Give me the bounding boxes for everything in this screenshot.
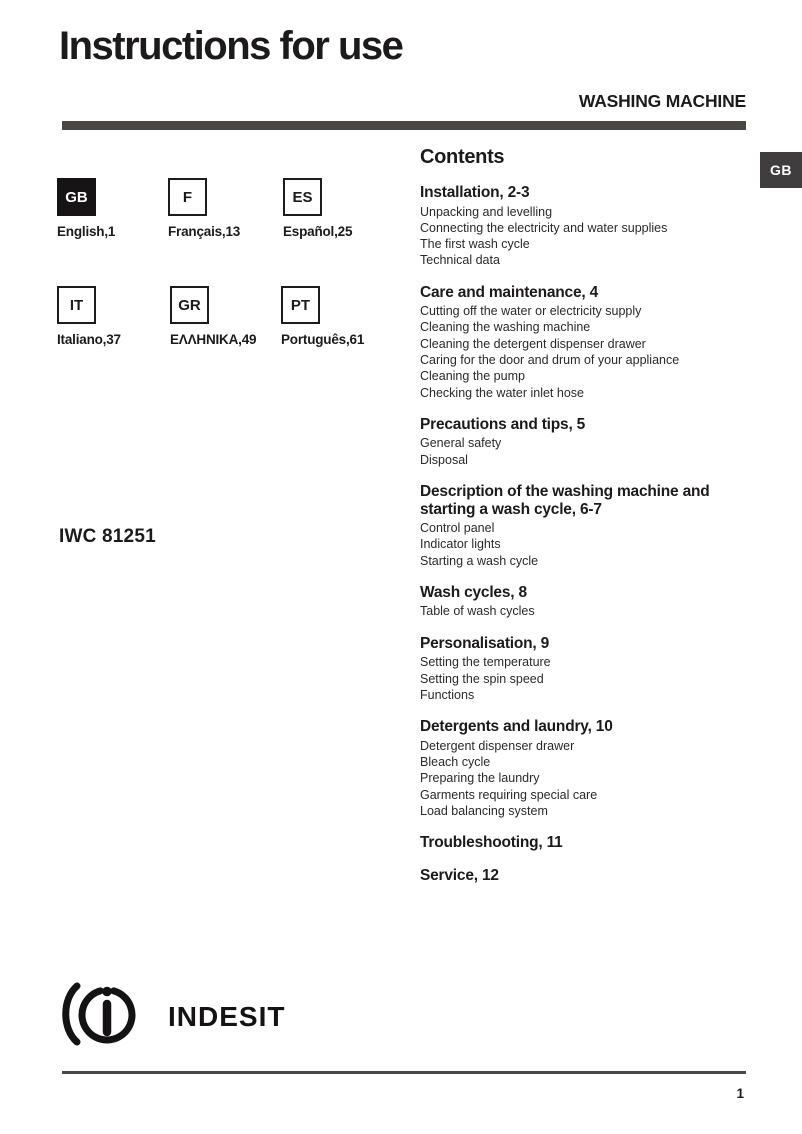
contents-item: The first wash cycle [420,237,530,252]
contents-item: Garments requiring special care [420,787,598,802]
contents-item: Caring for the door and drum of your appliance [420,353,680,368]
contents-section [420,284,730,401]
language-entry-italian [57,286,187,347]
contents-item: Bleach cycle [420,754,491,769]
contents-item: Technical data [420,253,500,268]
contents-item: Control panel [420,521,495,536]
contents-section-heading: Wash cycles, 8 [420,583,527,601]
contents-item: Setting the spin speed [420,671,544,686]
language-label: ΕΛΛΗΝΙΚΑ,49 [170,332,257,347]
contents-item: Cleaning the pump [420,369,525,384]
contents-item: Checking the water inlet hose [420,385,584,400]
contents-item: Functions [420,687,475,702]
contents-section-heading: Service, 12 [420,866,499,884]
contents-title: Contents [420,146,505,168]
contents-section-heading: Precautions and tips, 5 [420,415,586,433]
language-label: Français,13 [168,224,241,239]
contents-section-items [420,303,730,401]
contents-section-heading: Installation, 2-3 [420,184,530,201]
contents-section-heading: Troubleshooting, 11 [420,834,563,852]
header-rule [62,121,746,130]
contents-item: Indicator lights [420,537,501,552]
language-label: Español,25 [283,224,353,239]
language-code-box-f: F [168,178,207,216]
language-code-box-es: ES [283,178,322,216]
language-code-box-gb: GB [57,178,96,216]
contents-section [420,184,730,269]
contents-item: Table of wash cycles [420,604,535,619]
language-code-box-gr: GR [170,286,209,324]
language-label: Português,61 [281,332,365,347]
contents-section-items [420,654,730,703]
contents-item: Connecting the electricity and water supplies [420,220,668,235]
language-code-box-pt: PT [281,286,320,324]
contents-section-items [420,738,730,819]
contents [420,146,730,886]
model-number: IWC 81251 [59,526,156,547]
language-label: English,1 [57,224,116,239]
contents-item: Cutting off the water or electricity supply [420,304,642,319]
contents-item: Preparing the laundry [420,771,540,786]
indesit-logo-icon [56,982,158,1046]
contents-section-heading: Personalisation, 9 [420,634,550,652]
contents-section [420,718,730,819]
contents-item: Disposal [420,452,468,467]
contents-item: Setting the temperature [420,655,551,670]
contents-item: Load balancing system [420,803,548,818]
language-side-tab: GB [760,152,802,188]
contents-section-heading: Detergents and laundry, 10 [420,718,613,736]
brand-logo [56,982,285,1046]
contents-section-items [420,435,730,468]
language-entry-portuguese [281,286,411,347]
contents-section-heading: Care and maintenance, 4 [420,283,599,301]
footer-rule [62,1071,746,1074]
contents-section-items [420,520,730,569]
contents-section [420,635,730,703]
contents-section [420,483,730,569]
brand-wordmark: INDESIT [168,1001,286,1032]
contents-item: Unpacking and levelling [420,204,553,219]
appliance-type-label: WASHING MACHINE [578,91,746,111]
page-title: Instructions for use [59,24,403,68]
contents-section [420,834,730,852]
contents-section [420,416,730,468]
contents-item: Cleaning the washing machine [420,320,591,335]
language-entry-french [168,178,298,239]
contents-item: General safety [420,436,502,451]
contents-sections [420,184,730,884]
contents-section-items [420,204,730,269]
contents-item: Cleaning the detergent dispenser drawer [420,336,646,351]
contents-section-heading: Description of the washing machine and starting a wash cycle, 6-7 [420,483,710,518]
language-code-box-it: IT [57,286,96,324]
contents-item: Detergent dispenser drawer [420,738,575,753]
language-entry-spanish [283,178,413,239]
language-label: Italiano,37 [57,332,121,347]
contents-section [420,584,730,620]
contents-section-items [420,603,730,619]
page-number: 1 [736,1086,744,1101]
contents-item: Starting a wash cycle [420,553,539,568]
contents-section [420,867,730,885]
